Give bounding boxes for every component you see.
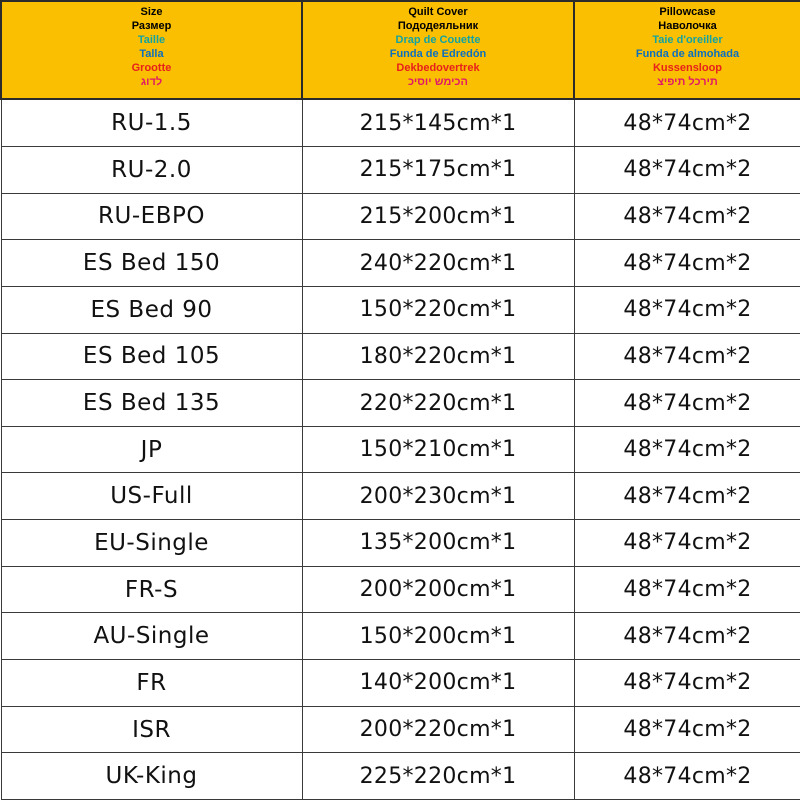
pillowcase-cell: 48*74cm*2: [574, 426, 800, 473]
pillow-header-he: תירכל תיפיצ: [657, 76, 718, 88]
size-cell: JP: [1, 426, 302, 473]
size-cell: RU-EBPO: [1, 193, 302, 240]
size-cell: ES Bed 90: [1, 286, 302, 333]
pillowcase-cell: 48*74cm*2: [574, 333, 800, 380]
size-cell: AU-Single: [1, 613, 302, 660]
quilt-header-fr: Drap de Couette: [395, 34, 481, 46]
pillow-header-fr: Taie d'oreiller: [652, 34, 723, 46]
size-header-fr: Taille: [137, 34, 166, 46]
pillowcase-cell: 48*74cm*2: [574, 240, 800, 287]
quilt-cover-cell: 135*200cm*1: [302, 520, 574, 567]
size-header-ru: Размер: [131, 20, 172, 32]
quilt-cover-cell: 215*145cm*1: [302, 99, 574, 147]
table-row: [1, 473, 800, 520]
size-cell: EU-Single: [1, 520, 302, 567]
size-header-en: Size: [140, 6, 163, 18]
pillowcase-cell: 48*74cm*2: [574, 613, 800, 660]
pillowcase-cell: 48*74cm*2: [574, 380, 800, 427]
table-row: [1, 566, 800, 613]
table-row: [1, 286, 800, 333]
header-row: [1, 1, 800, 99]
table-row: [1, 193, 800, 240]
quilt-cover-cell: 150*210cm*1: [302, 426, 574, 473]
table-row: [1, 520, 800, 567]
size-header-he: לדוג: [140, 76, 163, 88]
quilt-header-ru: Пододеяльник: [397, 20, 479, 32]
table-row: [1, 753, 800, 800]
table-row: [1, 613, 800, 660]
pillowcase-cell: 48*74cm*2: [574, 99, 800, 147]
size-cell: RU-2.0: [1, 147, 302, 194]
table-row: [1, 706, 800, 753]
pillow-header-ru: Наволочка: [658, 20, 717, 32]
pillow-header-en: Pillowcase: [659, 6, 716, 18]
quilt-cover-column-header: [302, 1, 574, 99]
table-row: [1, 240, 800, 287]
pillow-header-es: Funda de almohada: [635, 48, 740, 60]
pillowcase-cell: 48*74cm*2: [574, 193, 800, 240]
table-row: [1, 99, 800, 147]
quilt-cover-cell: 200*220cm*1: [302, 706, 574, 753]
pillowcase-cell: 48*74cm*2: [574, 286, 800, 333]
table-row: [1, 660, 800, 707]
pillowcase-cell: 48*74cm*2: [574, 753, 800, 800]
table-row: [1, 333, 800, 380]
quilt-header-he: הכימש יוסיכ: [408, 76, 468, 88]
pillowcase-column-header: [574, 1, 800, 99]
size-header-es: Talla: [139, 48, 164, 60]
size-cell: ES Bed 105: [1, 333, 302, 380]
quilt-cover-cell: 140*200cm*1: [302, 660, 574, 707]
size-cell: FR-S: [1, 566, 302, 613]
size-cell: RU-1.5: [1, 99, 302, 147]
pillowcase-cell: 48*74cm*2: [574, 147, 800, 194]
table-row: [1, 426, 800, 473]
pillowcase-cell: 48*74cm*2: [574, 473, 800, 520]
table-row: [1, 380, 800, 427]
quilt-cover-cell: 180*220cm*1: [302, 333, 574, 380]
pillowcase-cell: 48*74cm*2: [574, 520, 800, 567]
size-column-header: [1, 1, 302, 99]
pillowcase-cell: 48*74cm*2: [574, 566, 800, 613]
quilt-header-es: Funda de Edredón: [389, 48, 487, 60]
quilt-header-en: Quilt Cover: [408, 6, 468, 18]
size-cell: FR: [1, 660, 302, 707]
quilt-cover-cell: 200*230cm*1: [302, 473, 574, 520]
size-header-nl: Grootte: [131, 62, 172, 74]
quilt-cover-cell: 200*200cm*1: [302, 566, 574, 613]
table-row: [1, 147, 800, 194]
size-cell: US-Full: [1, 473, 302, 520]
quilt-header-nl: Dekbedovertrek: [396, 62, 480, 74]
quilt-cover-cell: 150*220cm*1: [302, 286, 574, 333]
pillow-header-nl: Kussensloop: [652, 62, 723, 74]
quilt-cover-cell: 150*200cm*1: [302, 613, 574, 660]
quilt-cover-cell: 225*220cm*1: [302, 753, 574, 800]
size-cell: UK-King: [1, 753, 302, 800]
pillowcase-cell: 48*74cm*2: [574, 706, 800, 753]
quilt-cover-cell: 215*200cm*1: [302, 193, 574, 240]
quilt-cover-cell: 215*175cm*1: [302, 147, 574, 194]
quilt-cover-cell: 220*220cm*1: [302, 380, 574, 427]
pillowcase-cell: 48*74cm*2: [574, 660, 800, 707]
size-cell: ES Bed 135: [1, 380, 302, 427]
size-cell: ISR: [1, 706, 302, 753]
quilt-cover-cell: 240*220cm*1: [302, 240, 574, 287]
size-cell: ES Bed 150: [1, 240, 302, 287]
